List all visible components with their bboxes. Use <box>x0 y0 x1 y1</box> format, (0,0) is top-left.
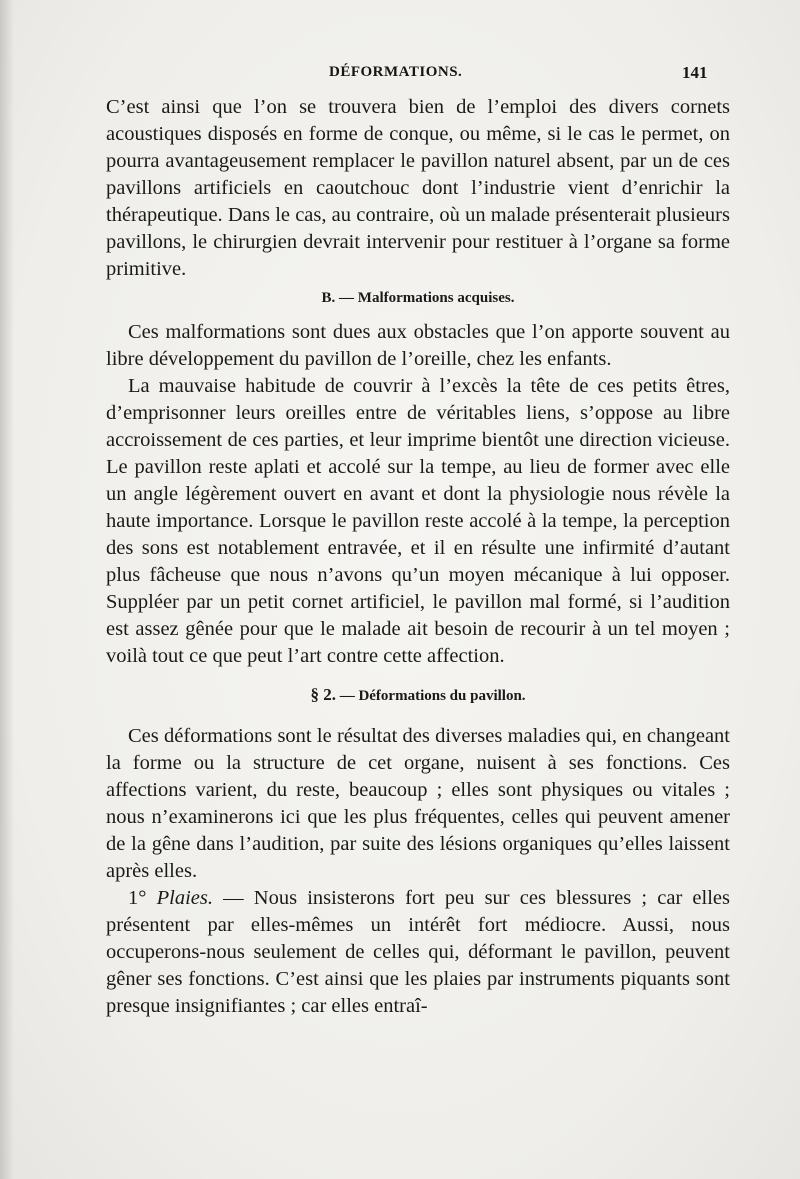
paragraph-5 <box>106 885 730 1020</box>
body-text <box>106 94 730 1020</box>
page-header <box>0 58 800 88</box>
section-heading <box>106 684 730 707</box>
paragraph-2: Ces malformations sont dues aux obstacles que l’on apporte souvent au libre développement du pavillon de l’oreille, chez les enfants. <box>106 321 730 370</box>
item-title-plaies: Plaies. <box>156 887 213 909</box>
subheading-malformations-acquises: B. — Malformations acquises. <box>321 290 515 306</box>
page-number: 141 <box>682 63 708 82</box>
section-number: § 2. <box>310 685 336 704</box>
paragraph-1: C’est ainsi que l’on se trouvera bien de l’emploi des divers cornets acoustiques disposés en forme de conque, ou même, si le cas le permet, on pourra avantageusement remplacer le pavillon naturel absent, par un de ces pavillons artificiels en caoutchouc dont l’industrie vient d’enrichir la thérapeutique. Dans le cas, au contraire, où un malade présenterait plusieurs pavillons, le chirurgien devrait intervenir pour restituer à l’organe sa forme primitive. <box>106 96 730 280</box>
running-title: DÉFORMATIONS. <box>329 64 463 80</box>
section-title: — Déformations du pavillon. <box>339 688 526 704</box>
paragraph-5-text: — Nous insisterons fort peu sur ces blessures ; car elles présentent par elles-mêmes un intérêt fort médiocre. Aussi, nous occuperons-nous seulement de celles qui, déformant le pavillon, peuvent gêner ses fonctions. C’est ainsi que les plaies par instruments piquants sont presque insignifiantes ; car elles entraî- <box>106 887 730 1017</box>
paragraph-3: La mauvaise habitude de couvrir à l’excès la tête de ces petits êtres, d’emprisonner leurs oreilles entre de véritables liens, s’oppose au libre accroissement de ces parties, et leur imprime bientôt une direction vicieuse. Le pavillon reste aplati et accolé sur la tempe, au lieu de former avec elle un angle légèrement ouvert en avant et dont la physiologie nous révèle la haute importance. Lorsque le pavillon reste accolé à la tempe, la perception des sons est notablement entravée, et il en résulte une infirmité d’autant plus fâcheuse que nous n’avons qu’un moyen mécanique à lui opposer. Suppléer par un petit cornet artificiel, le pavillon mal formé, si l’audition est assez gênée pour que le malade ait besoin de recourir à un tel moyen ; voilà tout ce que peut l’art contre cette affection. <box>106 375 730 667</box>
paragraph-4: Ces déformations sont le résultat des diverses maladies qui, en changeant la forme ou la structure de cet organe, nuisent à ses fonctions. Ces affections varient, du reste, beaucoup ; elles sont physiques ou vitales ; nous n’examinerons ici que les plus fréquentes, celles qui peuvent amener de la gêne dans l’audition, par suite des lésions organiques qu’elles laissent après elles. <box>106 725 730 882</box>
item-number: 1° <box>128 887 147 909</box>
spine-shadow <box>0 0 14 1179</box>
